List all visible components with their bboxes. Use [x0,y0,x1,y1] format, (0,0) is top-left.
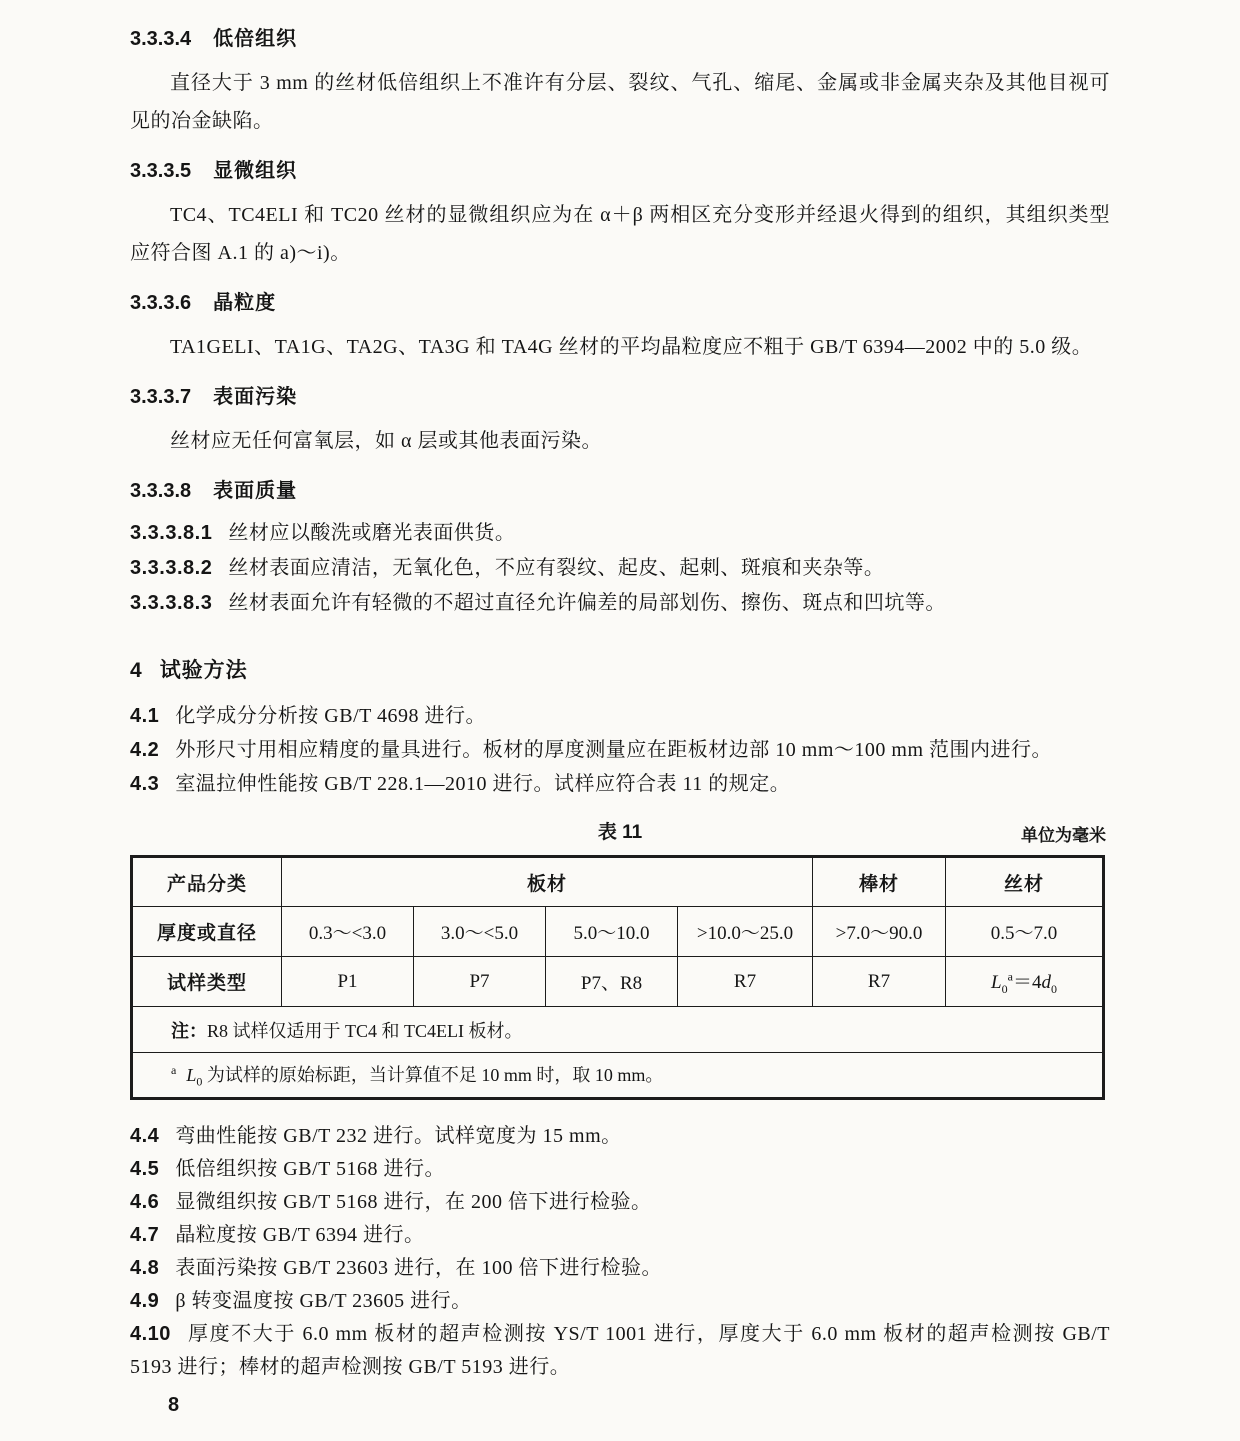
header-bar: 棒材 [813,857,946,907]
table-note [132,1007,1104,1053]
clause-number: 4.6 [130,1191,160,1213]
cell-value: 5.0～10.0 [546,907,678,957]
section-body-3334: 直径大于 3 mm 的丝材低倍组织上不准许有分层、裂纹、气孔、缩尾、金属或非金属夹杂及其他目视可见的冶金缺陷。 [130,72,1110,132]
section-heading-3337 [130,382,1110,412]
clause-text: 晶粒度按 GB/T 6394 进行。 [175,1224,425,1246]
cell-value: >10.0～25.0 [678,907,813,957]
section-body-3335: TC4、TC4ELI 和 TC20 丝材的显微组织应为在 α＋β 两相区充分变形并经退火得到的组织，其组织类型应符合图 A.1 的 a)～i)。 [130,204,1110,264]
clause-text: 丝材表面应清洁，无氧化色，不应有裂纹、起皮、起刺、斑痕和夹杂等。 [228,557,885,579]
clause-text: 丝材应以酸洗或磨光表面供货。 [228,522,516,544]
section-heading-3338 [130,476,1110,506]
table-header-row [132,857,1104,907]
section-number: 3.3.3.7 [130,386,192,408]
clause-text: 外形尺寸用相应精度的量具进行。板材的厚度测量应在距板材边部 10 mm～100 mm 范围内进行。 [175,739,1053,761]
section-number: 3.3.3.8 [130,480,192,502]
section-title: 低倍组织 [213,28,298,50]
table-footnote [132,1053,1104,1099]
clause-text: 室温拉伸性能按 GB/T 228.1—2010 进行。试样应符合表 11 的规定。 [175,773,791,795]
table-caption: 表 11 [597,822,643,843]
clause-number: 4.7 [130,1224,160,1246]
clause-text: 丝材表面允许有轻微的不超过直径允许偏差的局部划伤、擦伤、斑点和凹坑等。 [228,592,946,614]
cell-value: R7 [813,957,946,1007]
clause-41 [130,699,1110,733]
formula-symbol: L [991,971,1002,993]
cell-wire-formula [946,957,1104,1007]
clause-number: 3.3.3.8.3 [130,592,213,614]
header-plate: 板材 [282,857,813,907]
chapter-number: 4 [130,659,142,682]
cell-value: 0.5～7.0 [946,907,1104,957]
footnote-text: 为试样的原始标距，当计算值不足 10 mm 时，取 10 mm。 [206,1064,664,1085]
clause-46 [130,1186,1110,1219]
clause-text: 化学成分分析按 GB/T 4698 进行。 [175,705,487,727]
header-wire: 丝材 [946,857,1104,907]
clause-number: 3.3.3.8.1 [130,522,213,544]
clause-number: 4.1 [130,705,160,727]
clause-45 [130,1153,1110,1186]
clause-410 [130,1318,1110,1384]
section-body-3337: 丝材应无任何富氧层，如 α 层或其他表面污染。 [170,430,602,452]
row-label: 厚度或直径 [132,907,282,957]
table-note-row [132,1007,1104,1053]
formula-subscript: 0 [1050,981,1057,996]
clause-text: 低倍组织按 GB/T 5168 进行。 [175,1158,446,1180]
clause-number: 4.10 [130,1323,171,1345]
clause-33383 [130,586,1110,621]
clause-33381 [130,516,1110,551]
section-heading-3336 [130,288,1110,318]
page-number: 8 [168,1394,180,1416]
cell-value: 3.0～<5.0 [414,907,546,957]
section-title: 显微组织 [213,160,298,182]
section-title: 表面质量 [213,480,298,502]
note-label: 注： [171,1020,207,1041]
footnote-marker: a [1007,969,1013,984]
clause-text: β 转变温度按 GB/T 23605 进行。 [175,1290,472,1312]
clause-number: 4.9 [130,1290,160,1312]
section-number: 3.3.3.4 [130,28,192,50]
note-text: R8 试样仅适用于 TC4 和 TC4ELI 板材。 [207,1020,523,1041]
table-row-thickness [132,907,1104,957]
cell-value: P7、R8 [546,957,678,1007]
clause-text: 厚度不大于 6.0 mm 板材的超声检测按 YS/T 1001 进行，厚度大于 6.0 mm 板材的超声检测按 GB/T 5193 进行；棒材的超声检测按 GB/T 5193 进行。 [130,1323,1110,1378]
cell-value: 0.3～<3.0 [282,907,414,957]
clause-33382 [130,551,1110,586]
section-title: 晶粒度 [213,292,277,314]
test-method-clauses-after-table [130,1120,1110,1384]
section-number: 3.3.3.5 [130,160,192,182]
table-caption-row [130,817,1110,847]
table-row-specimen [132,957,1104,1007]
clause-number: 4.4 [130,1125,160,1147]
clause-42 [130,733,1110,767]
clause-number: 4.5 [130,1158,160,1180]
test-method-clauses [130,699,1110,801]
clause-text: 显微组织按 GB/T 5168 进行，在 200 倍下进行检验。 [175,1191,652,1213]
cell-value: R7 [678,957,813,1007]
table-footnote-row [132,1053,1104,1099]
table-11 [130,855,1105,1100]
cell-value: P7 [414,957,546,1007]
clause-43 [130,767,1110,801]
clause-44 [130,1120,1110,1153]
footnote-subscript: 0 [196,1074,203,1089]
clause-number: 4.2 [130,739,160,761]
clause-49 [130,1285,1110,1318]
clause-47 [130,1219,1110,1252]
clause-text: 弯曲性能按 GB/T 232 进行。试样宽度为 15 mm。 [175,1125,622,1147]
section-number: 3.3.3.6 [130,292,192,314]
section-heading-3334 [130,24,1110,54]
clause-number: 3.3.3.8.2 [130,557,213,579]
section-heading-3335 [130,156,1110,186]
header-product-class: 产品分类 [132,857,282,907]
row-label: 试样类型 [132,957,282,1007]
clause-text: 表面污染按 GB/T 23603 进行，在 100 倍下进行检验。 [175,1257,663,1279]
section-body-3336: TA1GELI、TA1G、TA2G、TA3G 和 TA4G 丝材的平均晶粒度应不粗于 GB/T 6394—2002 中的 5.0 级。 [170,336,1093,358]
clause-number: 4.3 [130,773,160,795]
cell-value: >7.0～90.0 [813,907,946,957]
clause-number: 4.8 [130,1257,160,1279]
formula-equals: ＝4 [1012,971,1042,993]
clause-48 [130,1252,1110,1285]
footnote-marker: a [171,1062,177,1077]
table-unit-note: 单位为毫米 [1021,826,1106,845]
chapter-title: 试验方法 [159,659,248,682]
formula-variable: d [1041,971,1051,993]
surface-quality-clauses [130,516,1110,621]
formula-subscript: 0 [1001,981,1008,996]
chapter-heading-4 [130,655,1110,687]
section-title: 表面污染 [213,386,298,408]
cell-value: P1 [282,957,414,1007]
footnote-symbol: L [186,1064,197,1085]
